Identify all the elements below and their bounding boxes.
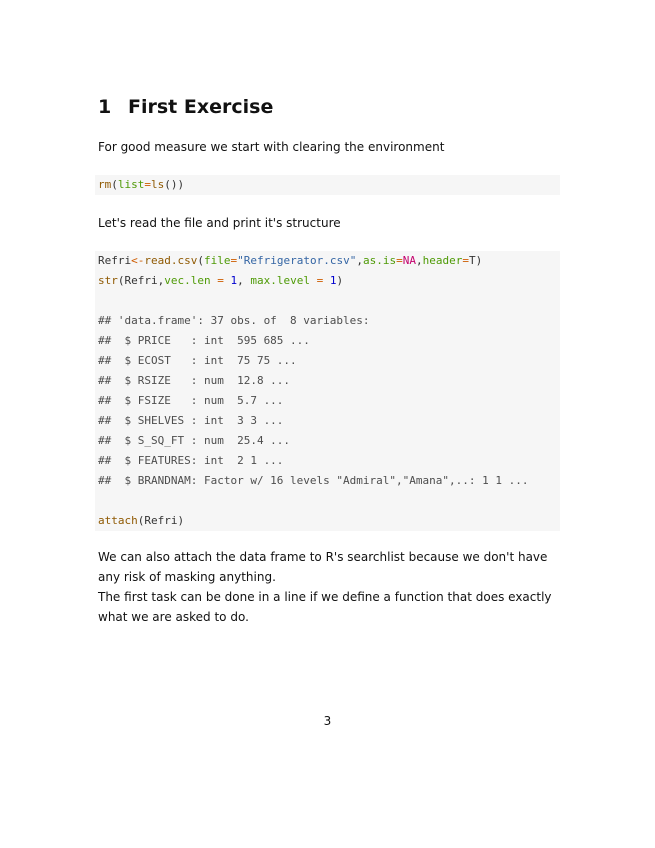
code-token: , — [356, 254, 363, 267]
section-number: 1 — [98, 96, 112, 118]
code-token: = — [144, 178, 151, 191]
code-block-read — [95, 251, 560, 531]
code-token: ls — [151, 178, 165, 191]
code-token: header — [422, 254, 463, 267]
intro-paragraph: For good measure we start with clearing the environment — [98, 140, 445, 154]
code-token: = — [309, 274, 330, 287]
code-token: "Refrigerator.csv" — [237, 254, 357, 267]
blank-line — [98, 491, 560, 511]
code-token: max.level — [250, 274, 310, 287]
code-token: T) — [468, 254, 483, 267]
code-token: read.csv — [144, 254, 198, 267]
code-token: list — [117, 178, 145, 191]
code-token: = — [396, 254, 403, 267]
code-block-clear — [95, 175, 560, 195]
code-token: = — [462, 254, 469, 267]
code-line — [98, 175, 560, 195]
output-line: ## $ ECOST : int 75 75 ... — [98, 354, 297, 367]
code-token: Refri — [98, 254, 132, 267]
attach-paragraph: We can also attach the data frame to R's searchlist because we don't have any risk of masking anything. — [98, 550, 548, 584]
code-token: = — [210, 274, 231, 287]
output-line: ## $ SHELVES : int 3 3 ... — [98, 414, 284, 427]
code-token: attach — [98, 514, 138, 527]
code-line — [98, 251, 560, 271]
code-token: 1 — [329, 274, 337, 287]
output-line: ## $ FEATURES: int 2 1 ... — [98, 454, 284, 467]
output-line: ## $ FSIZE : num 5.7 ... — [98, 394, 284, 407]
code-token: , — [237, 274, 251, 287]
output-line: ## $ PRICE : int 595 685 ... — [98, 334, 310, 347]
code-token: as.is — [362, 254, 397, 267]
code-line — [98, 271, 560, 291]
blank-line — [98, 291, 560, 311]
code-line — [98, 511, 560, 531]
section-title: First Exercise — [128, 96, 274, 118]
code-token: rm — [98, 178, 112, 191]
code-token: ( — [111, 178, 118, 191]
code-token: ) — [336, 274, 344, 287]
output-line: ## $ RSIZE : num 12.8 ... — [98, 374, 291, 387]
code-token: ()) — [164, 178, 185, 191]
code-token: <- — [131, 254, 145, 267]
code-token: 1 — [230, 274, 238, 287]
code-token: str — [98, 274, 118, 287]
section-heading — [98, 96, 273, 118]
output-line: ## $ S_SQ_FT : num 25.4 ... — [98, 434, 291, 447]
code-token: = — [230, 254, 238, 267]
output-line: ## $ BRANDNAM: Factor w/ 16 levels "Admiral","Amana",..: 1 1 ... — [98, 474, 529, 487]
code-token: NA — [402, 254, 416, 267]
page-number: 3 — [323, 714, 332, 728]
output-line: ## 'data.frame': 37 obs. of 8 variables: — [98, 314, 370, 327]
read-paragraph: Let's read the file and print it's structure — [98, 216, 341, 230]
code-token: ( — [197, 254, 204, 267]
code-token: (Refri, — [117, 274, 165, 287]
task-paragraph: The first task can be done in a line if we define a function that does exactly what we are asked to do. — [98, 590, 552, 624]
code-token: vec.len — [164, 274, 211, 287]
code-token: , — [415, 254, 423, 267]
code-token: (Refri) — [137, 514, 185, 527]
code-token: file — [203, 254, 231, 267]
